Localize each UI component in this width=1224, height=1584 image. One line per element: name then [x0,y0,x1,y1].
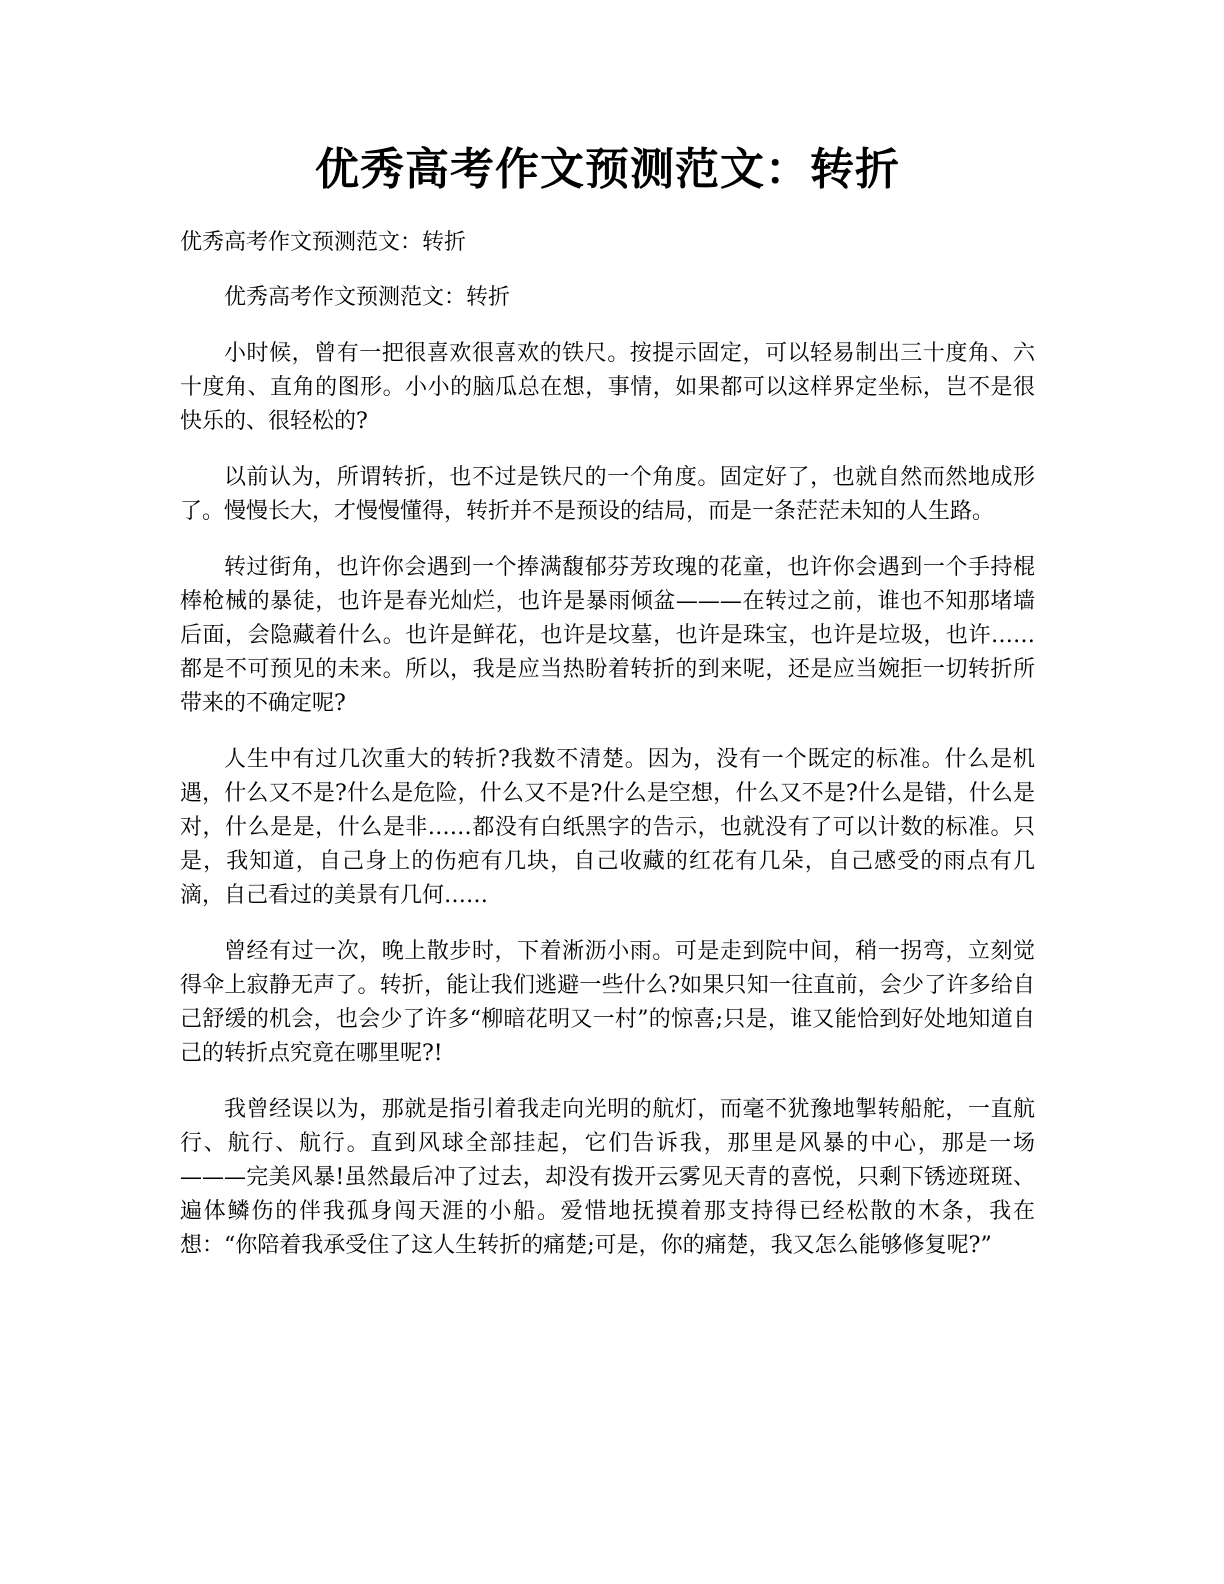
paragraph: 我曾经误以为，那就是指引着我走向光明的航灯，而毫不犹豫地掣转船舵，一直航行、航行、航行。直到风球全部挂起，它们告诉我，那里是风暴的中心，那是一场———完美风暴!虽然最后冲了过去，却没有拨开云雾见天青的喜悦，只剩下锈迹斑斑、遍体鳞伤的伴我孤身闯天涯的小船。爱惜地抚摸着那支持得已经松散的木条，我在想：“你陪着我承受住了这人生转折的痛楚;可是，你的痛楚，我又怎么能够修复呢?” [180,1097,1035,1258]
document-body [180,281,1035,1285]
paragraph: 人生中有过几次重大的转折?我数不清楚。因为，没有一个既定的标准。什么是机遇，什么又不是?什么是危险，什么又不是?什么是空想，什么又不是?什么是错，什么是对，什么是是，什么是非……都没有白纸黑字的告示，也就没有了可以计数的标准。只是，我知道，自己身上的伤疤有几块，自己收藏的红花有几朵，自己感受的雨点有几滴，自己看过的美景有几何…… [180,747,1035,908]
paragraph-heading: 优秀高考作文预测范文：转折 [224,285,511,310]
document-title: 优秀高考作文预测范文：转折 [315,144,900,195]
paragraph: 小时候，曾有一把很喜欢很喜欢的铁尺。按提示固定，可以轻易制出三十度角、六十度角、直角的图形。小小的脑瓜总在想，事情，如果都可以这样界定坐标，岂不是很快乐的、很轻松的? [180,341,1035,434]
document-subtitle: 优秀高考作文预测范文：转折 [180,230,467,255]
paragraph: 以前认为，所谓转折，也不过是铁尺的一个角度。固定好了，也就自然而然地成形了。慢慢长大，才慢慢懂得，转折并不是预设的结局，而是一条茫茫未知的人生路。 [180,465,1035,524]
paragraph: 曾经有过一次，晚上散步时，下着淅沥小雨。可是走到院中间，稍一拐弯，立刻觉得伞上寂静无声了。转折，能让我们逃避一些什么?如果只知一往直前，会少了许多给自己舒缓的机会，也会少了许多“柳暗花明又一村”的惊喜;只是，谁又能恰到好处地知道自己的转折点究竟在哪里呢?! [180,939,1035,1066]
paragraph: 转过街角，也许你会遇到一个捧满馥郁芬芳玫瑰的花童，也许你会遇到一个手持棍棒枪械的暴徒，也许是春光灿烂，也许是暴雨倾盆———在转过之前，谁也不知那堵墙后面，会隐藏着什么。也许是鲜花，也许是坟墓，也许是珠宝，也许是垃圾，也许……都是不可预见的未来。所以，我是应当热盼着转折的到来呢，还是应当婉拒一切转折所带来的不确定呢? [180,555,1035,716]
